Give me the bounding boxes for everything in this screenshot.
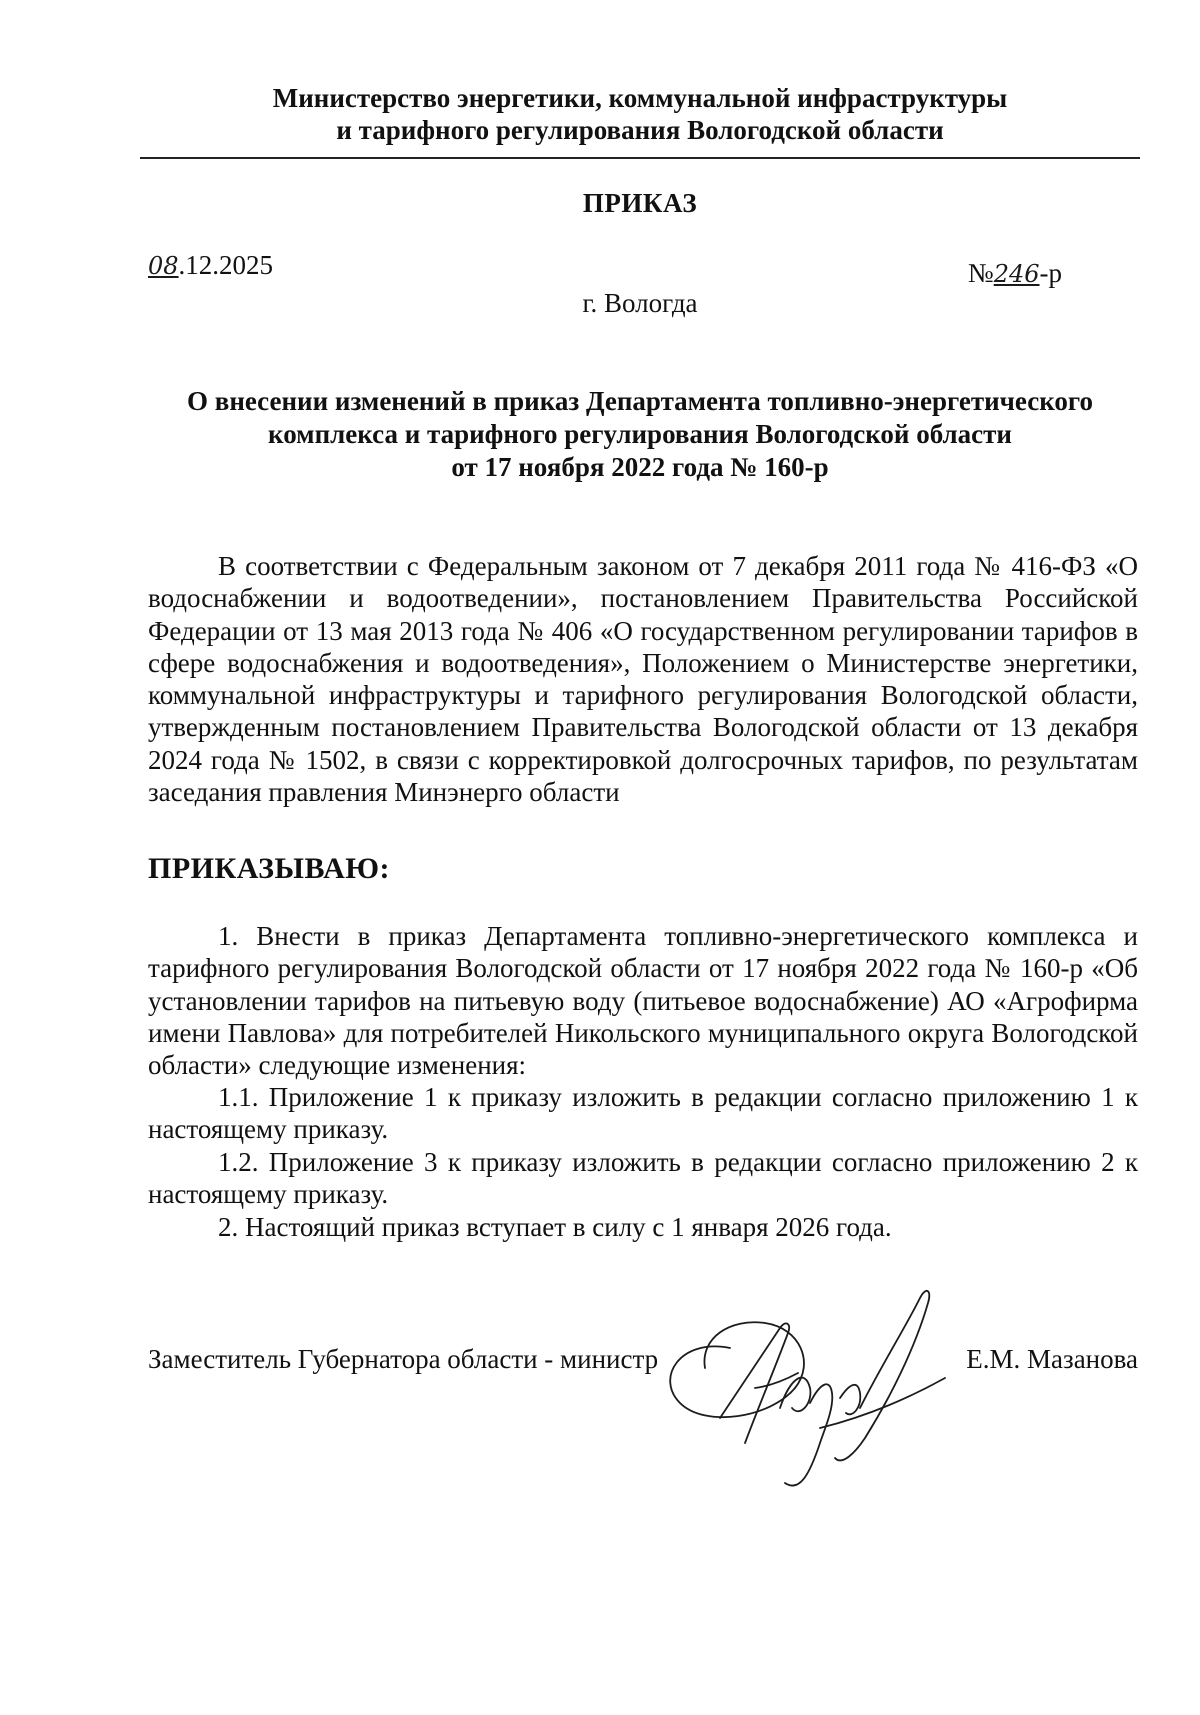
preamble-paragraph: В соответствии с Федеральным законом от 7 декабря 2011 года № 416-ФЗ «О водоснабжении и водоотведении», постановлением Правительства Российской Федерации от 13 мая 2013 года № 406 «О государственном регулировании тарифов в сфере водоснабжения и водоотведения», Положением о Министерстве энергетики, коммунальной инфраструктуры и тарифного регулирования Вологодской области, утвержденным постановлением Правительства Вологодской области от 13 декабря 2024 года № 1502, в связи с корректировкой долгосрочных тарифов, по результатам заседания правления Минэнерго области	[148, 551, 1138, 808]
number-suffix: -р	[1039, 258, 1062, 288]
item-1-paragraph: 1. Внести в приказ Департамента топливно-энергетического комплекса и тарифного регулирования Вологодской области от 17 ноября 2022 года № 160-р «Об установлении тарифов на питьевую воду (питьевое водоснабжение) АО «Агрофирма имени Павлова» для потребителей Никольского муниципального округа Вологодской области» следующие изменения:	[148, 921, 1138, 1081]
document-date	[148, 250, 273, 281]
date-rest: .12.2025	[178, 250, 274, 280]
handwritten-number: 246	[993, 260, 1040, 288]
signatory-position: Заместитель Губернатора области - министр	[148, 1344, 659, 1374]
signatory-name: Е.М. Мазанова	[966, 1344, 1138, 1374]
order-word: ПРИКАЗЫВАЮ:	[148, 852, 391, 885]
item-1-2-paragraph: 1.2. Приложение 3 к приказу изложить в редакции согласно приложению 2 к настоящему приказу.	[148, 1147, 1138, 1210]
item-2-paragraph: 2. Настоящий приказ вступает в силу с 1 января 2026 года.	[218, 1212, 892, 1242]
item-1-1-paragraph: 1.1. Приложение 1 к приказу изложить в редакции согласно приложению 1 к настоящему приказу.	[148, 1082, 1138, 1145]
document-type: ПРИКАЗ	[582, 188, 698, 218]
ministry-name-line2: и тарифного регулирования Вологодской области	[336, 115, 944, 145]
subject-line3: от 17 ноября 2022 года № 160-р	[451, 452, 829, 482]
document-subject	[140, 385, 1140, 484]
subject-line2: комплекса и тарифного регулирования Вологодской области	[268, 419, 1012, 449]
city: г. Вологда	[582, 288, 698, 318]
header-divider	[140, 157, 1140, 159]
handwritten-signature	[660, 1268, 960, 1508]
number-prefix: №	[967, 258, 994, 288]
ministry-name-line1: Министерство энергетики, коммунальной инфраструктуры	[272, 83, 1008, 113]
handwritten-day: 08	[148, 252, 179, 280]
subject-line1: О внесении изменений в приказ Департамента топливно-энергетического	[186, 386, 1093, 416]
document-number	[968, 258, 1062, 289]
